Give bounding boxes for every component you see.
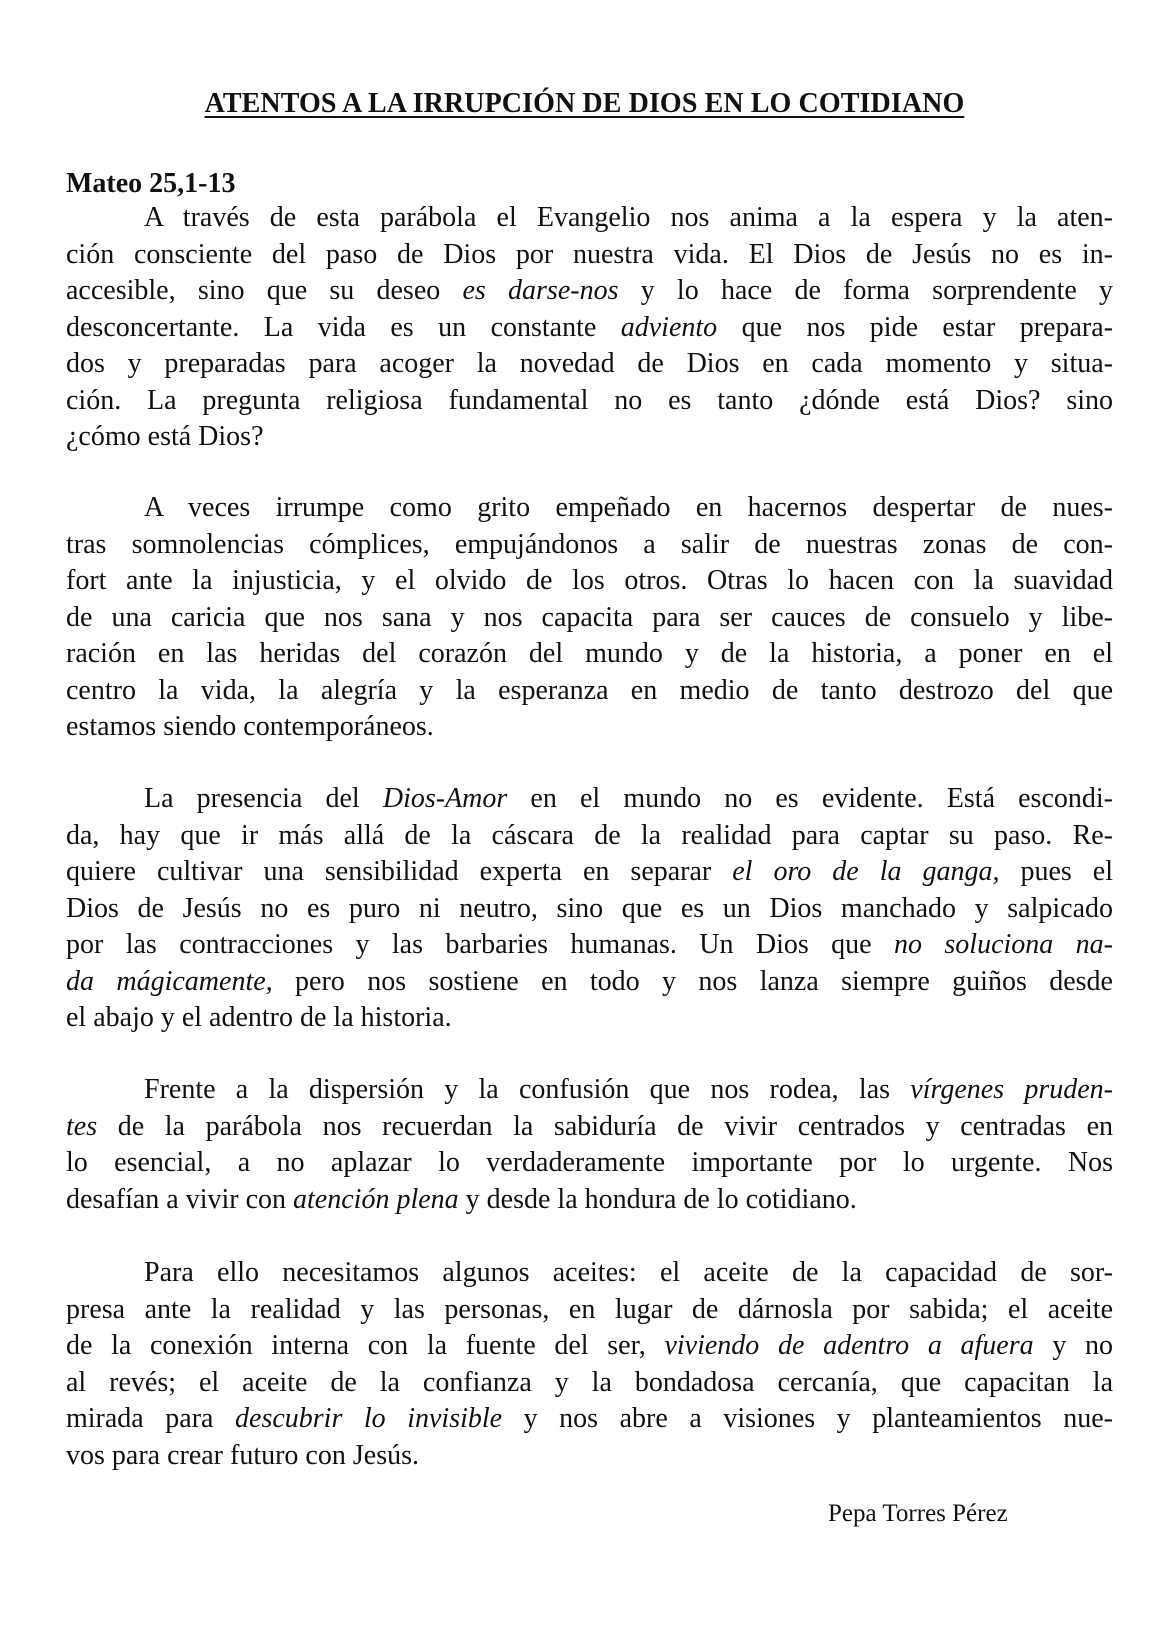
italic-text: tes (66, 1110, 98, 1142)
text-run: y lo hace de forma sorprendente y (618, 275, 1114, 306)
text-run: dos y preparadas para acoger la novedad de Dios en cada momento y situa- (66, 348, 1113, 379)
text-run: ción consciente del paso de Dios por nuestra vida. El Dios de Jesús no es in- (66, 238, 1113, 270)
italic-text: da mágicamente, (66, 965, 273, 997)
paragraph-line (66, 526, 1113, 564)
text-run: A veces irrumpe como grito empeñado en hacernos despertar de nues- (144, 492, 1113, 523)
text-run: tras somnolencias cómplices, empujándonos a salir de nuestras zonas de con- (66, 528, 1113, 560)
paragraph-line (66, 418, 1113, 456)
text-run: desconcertante. La vida es un constante (66, 311, 621, 343)
text-run: que nos pide estar prepara- (717, 311, 1113, 343)
text-run: accesible, sino que su deseo (66, 275, 463, 306)
paragraph-line (144, 1254, 1113, 1292)
text-run: y desde la hondura de lo cotidiano. (458, 1183, 857, 1215)
text-run: fort ante la injusticia, y el olvido de los otros. Otras lo hacen con la suavidad (66, 565, 1113, 596)
paragraph-line (66, 817, 1113, 855)
text-run: en el mundo no es evidente. Está escondi- (507, 783, 1113, 814)
text-run: de la parábola nos recuerdan la sabiduría de vivir centrados y centradas en (97, 1110, 1113, 1142)
paragraph-line (144, 1071, 1113, 1109)
paragraph-line (66, 999, 1113, 1037)
italic-text: no soluciona na- (894, 929, 1113, 960)
text-run: el abajo y el adentro de la historia. (66, 1002, 452, 1033)
paragraph-line (144, 489, 1113, 527)
text-run: y no (1033, 1330, 1114, 1361)
paragraph-line (66, 345, 1113, 383)
paragraph-line (66, 1327, 1113, 1365)
italic-text: vírgenes pruden- (910, 1074, 1113, 1105)
text-run: pero nos sostiene en todo y nos lanza siempre guiños desde (272, 965, 1113, 997)
italic-text: es darse-nos (462, 275, 619, 306)
paragraph-line (66, 708, 1113, 746)
paragraph-line (66, 1291, 1113, 1329)
text-run: al revés; el aceite de la confianza y la bondadosa cercanía, que capacitan la (66, 1366, 1113, 1398)
paragraph-line (66, 309, 1113, 347)
italic-text: descubrir lo invisible (235, 1403, 503, 1434)
italic-text: Dios-Amor (382, 783, 508, 814)
author-signature: Pepa Torres Pérez (828, 1500, 1008, 1527)
text-run: ción. La pregunta religiosa fundamental no es tanto ¿dónde está Dios? sino (66, 384, 1113, 416)
paragraph-line (66, 562, 1113, 600)
bible-reference: Mateo 25,1-13 (66, 168, 236, 199)
paragraph-line (66, 1437, 1113, 1475)
paragraph-line (66, 1144, 1113, 1182)
paragraph-line (66, 963, 1113, 1001)
text-run: de la conexión interna con la fuente del ser, (66, 1330, 665, 1361)
text-run: por las contracciones y las barbaries humanas. Un Dios que (66, 929, 894, 960)
paragraph-line (66, 635, 1113, 673)
italic-text: el oro de la ganga, (732, 856, 1000, 887)
paragraph-line (66, 672, 1113, 710)
text-run: da, hay que ir más allá de la cáscara de la realidad para captar su paso. Re- (66, 819, 1113, 851)
text-run: Dios de Jesús no es puro ni neutro, sino que es un Dios manchado y salpicado (66, 892, 1113, 924)
text-run: de una caricia que nos sana y nos capacita para ser cauces de consuelo y libe- (66, 601, 1113, 633)
text-run: quiere cultivar una sensibilidad experta en separar (66, 856, 733, 887)
text-run: ¿cómo está Dios? (66, 421, 264, 452)
paragraph-line (66, 272, 1113, 310)
text-run: estamos siendo contemporáneos. (66, 711, 434, 742)
text-run: ración en las heridas del corazón del mundo y de la historia, a poner en el (66, 638, 1113, 669)
paragraph-line (66, 382, 1113, 420)
paragraph-line (66, 890, 1113, 928)
text-run: centro la vida, la alegría y la esperanza en medio de tanto destrozo del que (66, 674, 1113, 706)
italic-text: atención plena (293, 1183, 459, 1215)
text-run: vos para crear futuro con Jesús. (66, 1439, 419, 1471)
italic-text: adviento (620, 311, 718, 343)
paragraph-line (66, 236, 1113, 274)
paragraph-line (144, 780, 1113, 818)
text-run: lo esencial, a no aplazar lo verdaderamente importante por lo urgente. Nos (66, 1147, 1113, 1178)
paragraph-line (66, 1400, 1113, 1438)
paragraph-line (66, 926, 1113, 964)
text-run: La presencia del (144, 783, 383, 814)
text-run: Frente a la dispersión y la confusión que nos rodea, las (144, 1074, 911, 1105)
paragraph-line (66, 1108, 1113, 1146)
text-run: A través de esta parábola el Evangelio nos anima a la espera y la aten- (144, 202, 1113, 233)
paragraph-line (66, 853, 1113, 891)
italic-text: viviendo de adentro a afuera (664, 1330, 1034, 1361)
page-title: ATENTOS A LA IRRUPCIÓN DE DIOS EN LO COTIDIANO (204, 88, 965, 119)
paragraph-line (66, 1364, 1113, 1402)
text-run: y nos abre a visiones y planteamientos nue- (502, 1403, 1113, 1434)
text-run: presa ante la realidad y las personas, en lugar de dárnosla por sabida; el aceite (66, 1293, 1113, 1325)
paragraph-line (66, 599, 1113, 637)
text-run: mirada para (66, 1403, 236, 1434)
text-run: pues el (999, 856, 1113, 887)
text-run: Para ello necesitamos algunos aceites: el aceite de la capacidad de sor- (144, 1257, 1113, 1288)
text-run: desafían a vivir con (66, 1183, 294, 1215)
paragraph-line (144, 199, 1113, 237)
paragraph-line (66, 1181, 1113, 1219)
